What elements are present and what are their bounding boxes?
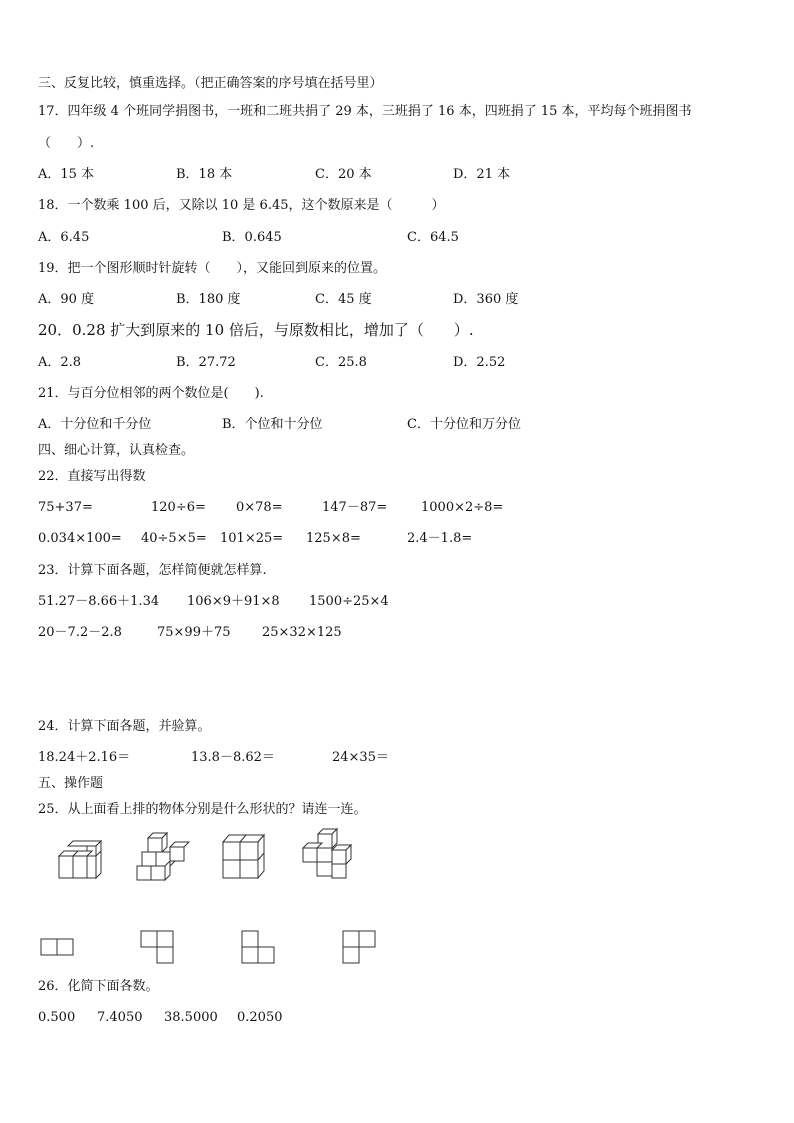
section-4-title: 四、细心计算，认真检查。 — [38, 443, 195, 458]
top-view-shape-2 — [140, 930, 176, 966]
option-20-b: B．27.72 — [176, 355, 236, 370]
option-17-d: D．21 本 — [453, 167, 511, 182]
cube-figure-4 — [300, 826, 354, 880]
question-18: 18．一个数乘 100 后，又除以 10 是 6.45，这个数原来是（ ） — [38, 198, 445, 213]
decimal-26-2: 7.4050 — [97, 1010, 143, 1025]
calc-22-2: 120÷6= — [151, 500, 206, 515]
option-20-a: A．2.8 — [38, 355, 82, 370]
cube-figure-3 — [220, 832, 268, 880]
option-17-c: C．20 本 — [315, 167, 372, 182]
question-23: 23．计算下面各题，怎样简便就怎样算. — [38, 563, 267, 578]
question-17-blank: （ ）. — [38, 136, 95, 151]
question-24: 24．计算下面各题，并验算。 — [38, 719, 211, 734]
option-19-b: B．180 度 — [176, 292, 241, 307]
question-19: 19．把一个图形顺时针旋转（ ），又能回到原来的位置。 — [38, 261, 387, 276]
calc-22-8: 101×25= — [220, 531, 284, 546]
calc-22-5: 1000×2÷8= — [421, 500, 504, 515]
calc-22-1: 75+37= — [38, 500, 93, 515]
top-view-shape-1 — [40, 938, 76, 958]
question-26: 26．化简下面各数。 — [38, 979, 159, 994]
decimal-26-1: 0.500 — [38, 1010, 76, 1025]
option-19-d: D．360 度 — [453, 292, 519, 307]
calc-22-4: 147－87= — [322, 500, 388, 515]
option-19-c: C．45 度 — [315, 292, 372, 307]
option-19-a: A．90 度 — [38, 292, 95, 307]
cube-figure-2 — [134, 830, 190, 882]
question-20: 20．0.28 扩大到原来的 10 倍后，与原数相比，增加了（ ）. — [38, 321, 474, 339]
calc-24-1: 18.24＋2.16＝ — [38, 750, 131, 765]
calc-22-9: 125×8= — [306, 531, 361, 546]
calc-23-3: 1500÷25×4 — [309, 594, 389, 609]
calc-24-3: 24×35＝ — [332, 750, 389, 765]
calc-22-7: 40÷5×5= — [141, 531, 207, 546]
calc-23-4: 20－7.2－2.8 — [38, 625, 122, 640]
option-21-c: C．十分位和万分位 — [407, 417, 521, 432]
option-21-b: B．个位和十分位 — [222, 417, 323, 432]
top-view-shape-4 — [342, 930, 378, 966]
option-17-b: B．18 本 — [176, 167, 233, 182]
question-25: 25．从上面看上排的物体分别是什么形状的？请连一连。 — [38, 802, 367, 817]
calc-23-1: 51.27－8.66＋1.34 — [38, 594, 160, 609]
calc-22-6: 0.034×100= — [38, 531, 122, 546]
cube-figure-1 — [56, 840, 106, 880]
option-20-d: D．2.52 — [453, 355, 506, 370]
top-view-shape-3 — [241, 930, 277, 966]
calc-22-10: 2.4－1.8= — [407, 531, 473, 546]
option-17-a: A．15 本 — [38, 167, 95, 182]
calc-23-6: 25×32×125 — [262, 625, 342, 640]
option-18-a: A．6.45 — [38, 230, 90, 245]
calc-23-2: 106×9＋91×8 — [187, 594, 280, 609]
option-21-a: A．十分位和千分位 — [38, 417, 152, 432]
section-5-title: 五、操作题 — [38, 776, 104, 791]
calc-22-3: 0×78= — [236, 500, 283, 515]
section-3-title: 三、反复比较，慎重选择。（把正确答案的序号填在括号里） — [38, 76, 383, 91]
option-18-b: B．0.645 — [222, 230, 282, 245]
decimal-26-4: 0.2050 — [237, 1010, 283, 1025]
calc-24-2: 13.8－8.62＝ — [191, 750, 275, 765]
question-22: 22．直接写出得数 — [38, 469, 146, 484]
decimal-26-3: 38.5000 — [164, 1010, 218, 1025]
question-21: 21．与百分位相邻的两个数位是( ). — [38, 386, 264, 401]
option-18-c: C．64.5 — [407, 230, 459, 245]
question-17: 17．四年级 4 个班同学捐图书，一班和二班共捐了 29 本，三班捐了 16 本，四班捐了 15 本，平均每个班捐图书 — [38, 104, 692, 119]
calc-23-5: 75×99＋75 — [157, 625, 231, 640]
option-20-c: C．25.8 — [315, 355, 367, 370]
